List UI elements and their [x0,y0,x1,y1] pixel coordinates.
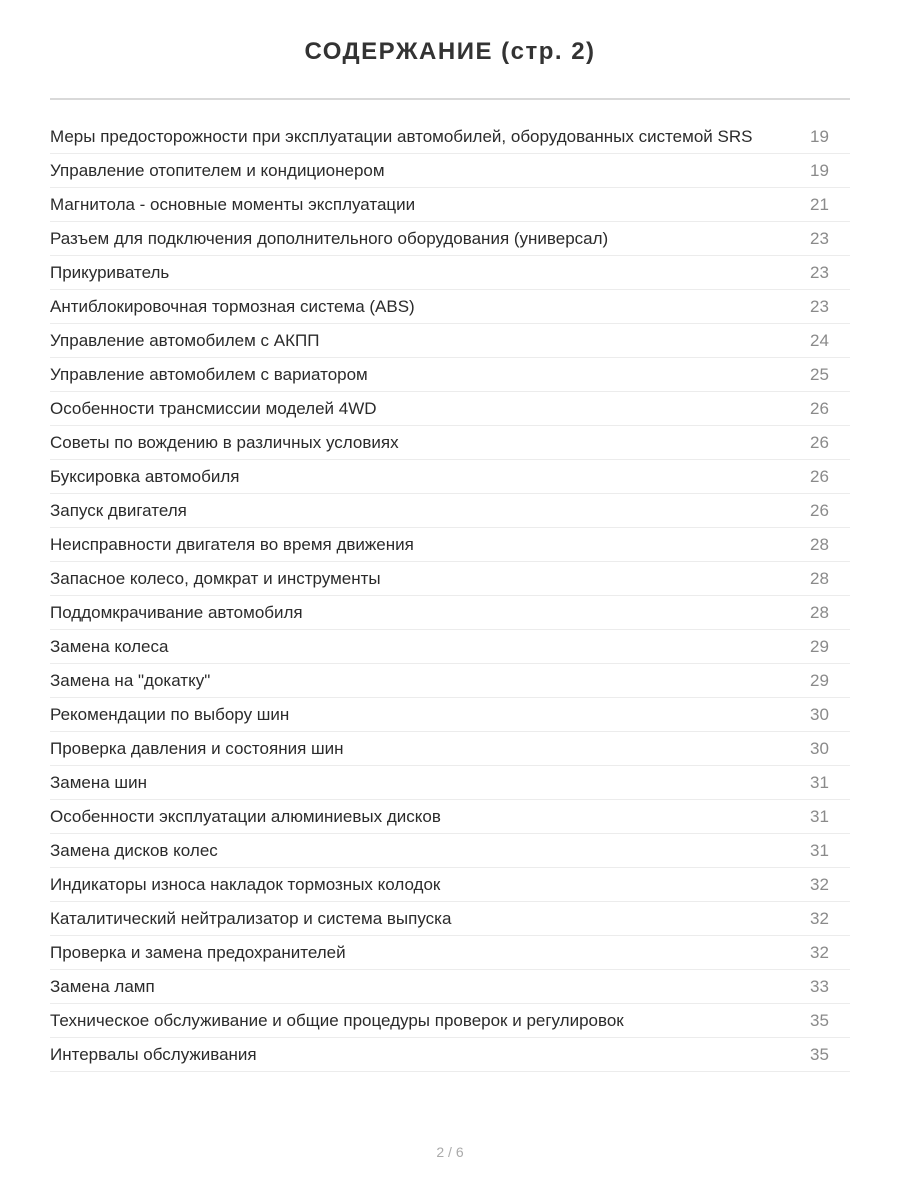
toc-entry-title: Рекомендации по выбору шин [50,704,290,724]
toc-entry[interactable] [50,902,850,936]
toc-entry[interactable] [50,970,850,1004]
toc-entry-title: Замена колеса [50,636,169,656]
toc-entry-page-number: 33 [810,976,829,996]
toc-entry-page-number: 19 [810,160,829,180]
toc-entry-page-number: 26 [810,398,829,418]
toc-entry-title: Особенности эксплуатации алюминиевых дисков [50,806,441,826]
toc-entry-title: Меры предосторожности при эксплуатации автомобилей, оборудованных системой SRS [50,126,753,146]
toc-entry-title: Техническое обслуживание и общие процедуры проверок и регулировок [50,1010,624,1030]
toc-entry[interactable] [50,324,850,358]
toc-entry-page-number: 19 [810,126,829,146]
toc-entry[interactable] [50,800,850,834]
toc-entry-title: Замена на "докатку" [50,670,211,690]
toc-entry[interactable] [50,834,850,868]
toc-entry[interactable] [50,460,850,494]
toc-entry-title: Проверка давления и состояния шин [50,738,344,758]
toc-entry-page-number: 23 [810,296,829,316]
toc-entry[interactable] [50,358,850,392]
toc-entry-page-number: 28 [810,534,829,554]
toc-entry-title: Замена ламп [50,976,155,996]
toc-entry[interactable] [50,222,850,256]
toc-entry-page-number: 23 [810,262,829,282]
toc-entry[interactable] [50,392,850,426]
title-divider [50,98,850,100]
toc-entry-title: Запасное колесо, домкрат и инструменты [50,568,381,588]
toc-entry-title: Поддомкрачивание автомобиля [50,602,303,622]
toc-entry-page-number: 31 [810,772,829,792]
toc-entry-page-number: 26 [810,466,829,486]
toc-entry[interactable] [50,290,850,324]
table-of-contents [50,120,850,1072]
toc-entry[interactable] [50,256,850,290]
toc-entry-page-number: 29 [810,636,829,656]
toc-entry-title: Неисправности двигателя во время движения [50,534,414,554]
page-indicator: 2 / 6 [436,1144,464,1160]
toc-entry[interactable] [50,528,850,562]
toc-entry-page-number: 32 [810,942,829,962]
toc-entry[interactable] [50,120,850,154]
toc-entry-page-number: 26 [810,500,829,520]
toc-entry-title: Управление отопителем и кондиционером [50,160,385,180]
toc-entry[interactable] [50,630,850,664]
toc-entry-page-number: 32 [810,908,829,928]
toc-entry-page-number: 28 [810,568,829,588]
toc-entry-title: Замена шин [50,772,147,792]
toc-entry[interactable] [50,698,850,732]
toc-entry-title: Прикуриватель [50,262,170,282]
toc-entry-page-number: 31 [810,840,829,860]
toc-entry-page-number: 24 [810,330,829,350]
toc-entry-title: Особенности трансмиссии моделей 4WD [50,398,377,418]
toc-entry-page-number: 23 [810,228,829,248]
toc-entry-title: Разъем для подключения дополнительного оборудования (универсал) [50,228,609,248]
toc-entry-page-number: 31 [810,806,829,826]
toc-entry-title: Управление автомобилем с вариатором [50,364,368,384]
toc-entry-title: Советы по вождению в различных условиях [50,432,399,452]
page-title: СОДЕРЖАНИЕ (стр. 2) [304,38,596,65]
toc-entry-page-number: 29 [810,670,829,690]
toc-entry[interactable] [50,596,850,630]
toc-entry-page-number: 21 [810,194,829,214]
toc-entry-title: Каталитический нейтрализатор и система выпуска [50,908,452,928]
toc-entry[interactable] [50,1004,850,1038]
toc-entry[interactable] [50,188,850,222]
toc-entry-title: Управление автомобилем с АКПП [50,330,320,350]
toc-entry[interactable] [50,936,850,970]
toc-entry-title: Магнитола - основные моменты эксплуатации [50,194,416,214]
toc-entry-title: Проверка и замена предохранителей [50,942,346,962]
toc-entry[interactable] [50,154,850,188]
toc-entry[interactable] [50,494,850,528]
toc-entry[interactable] [50,868,850,902]
toc-entry-page-number: 28 [810,602,829,622]
toc-entry-page-number: 32 [810,874,829,894]
toc-entry-page-number: 35 [810,1010,829,1030]
toc-entry[interactable] [50,664,850,698]
toc-entry-page-number: 30 [810,704,829,724]
toc-entry-page-number: 25 [810,364,829,384]
toc-entry[interactable] [50,562,850,596]
toc-entry[interactable] [50,426,850,460]
toc-entry-title: Индикаторы износа накладок тормозных колодок [50,874,441,894]
toc-entry-title: Замена дисков колес [50,840,218,860]
toc-entry-page-number: 26 [810,432,829,452]
toc-entry-title: Запуск двигателя [50,500,187,520]
toc-entry[interactable] [50,1038,850,1072]
toc-entry[interactable] [50,766,850,800]
toc-entry-title: Буксировка автомобиля [50,466,240,486]
toc-entry-page-number: 30 [810,738,829,758]
toc-entry-title: Антиблокировочная тормозная система (ABS) [50,296,415,316]
toc-entry-page-number: 35 [810,1044,829,1064]
toc-entry[interactable] [50,732,850,766]
toc-entry-title: Интервалы обслуживания [50,1044,257,1064]
